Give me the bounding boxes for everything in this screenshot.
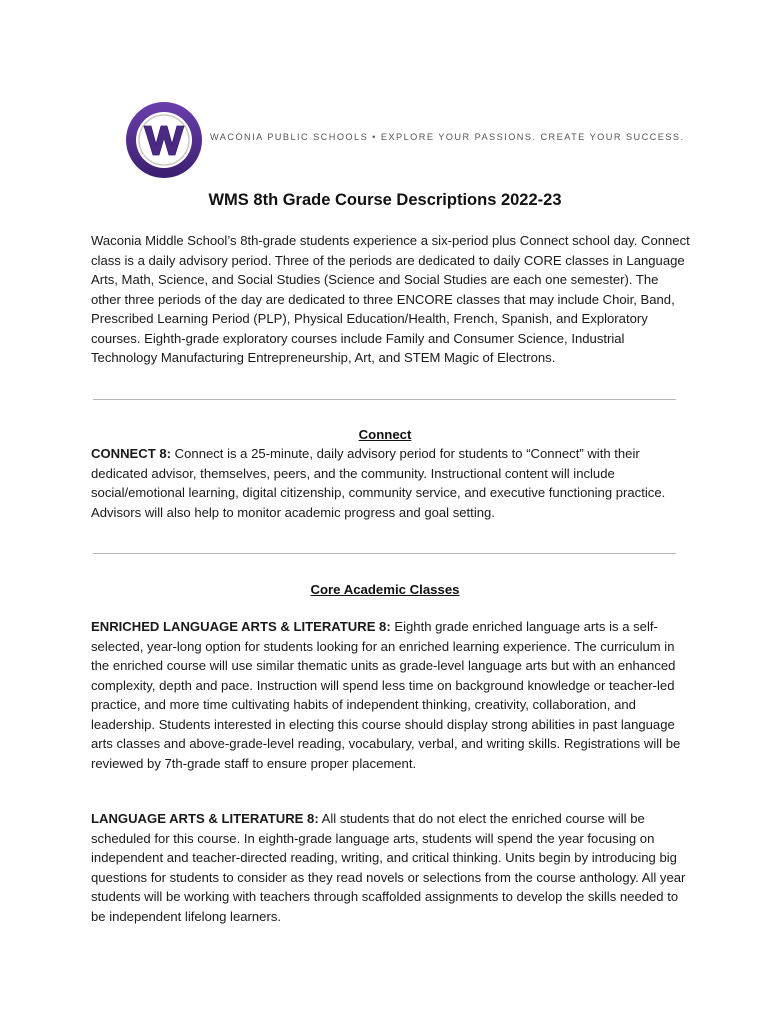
waconia-w-logo bbox=[124, 100, 204, 180]
divider bbox=[93, 553, 676, 554]
course-la-paragraph bbox=[91, 809, 691, 926]
core-heading: Core Academic Classes bbox=[310, 582, 460, 597]
course-label: ENRICHED LANGUAGE ARTS & LITERATURE 8: bbox=[91, 619, 391, 634]
letterhead bbox=[124, 100, 684, 180]
connect-label: CONNECT 8: bbox=[91, 446, 172, 461]
course-body: All students that do not elect the enriched course will be scheduled for this course. In eighth-grade language arts, students will spend the year focusing on independent and teacher-directed reading, writing, and critical thinking. Units begin by introducing big questions for students to consider as they read novels or selections from the course anthology. All year students will be working with teachers through scaffolded assignments to develop the skills needed to be independent lifelong learners. bbox=[91, 811, 686, 924]
course-enriched-la-paragraph bbox=[91, 617, 691, 773]
connect-paragraph bbox=[91, 444, 691, 522]
connect-body: Connect is a 25-minute, daily advisory period for students to “Connect” with their dedicated advisor, themselves, peers, and the community. Instructional content will include social/emotional learning, digital citizenship, community service, and executive functioning practice. Advisors will also help to monitor academic progress and goal setting. bbox=[91, 446, 666, 520]
connect-heading: Connect bbox=[358, 427, 412, 442]
school-tagline: WACONIA PUBLIC SCHOOLS • EXPLORE YOUR PASSIONS. CREATE YOUR SUCCESS. bbox=[210, 132, 685, 142]
course-label: LANGUAGE ARTS & LITERATURE 8: bbox=[91, 811, 319, 826]
course-body: Eighth grade enriched language arts is a self-selected, year-long option for students looking for an enriched learning experience. The curriculum in the enriched course will use similar thematic units as grade-level language arts but with an enhanced complexity, depth and pace. Instruction will spend less time on background knowledge or teacher-led practice, and more time cultivating habits of independent thinking, creativity, collaboration, and leadership. Students interested in electing this course should display strong abilities in past language arts classes and above-grade-level reading, vocabulary, verbal, and writing skills. Registrations will be reviewed by 7th-grade staff to ensure proper placement. bbox=[91, 619, 681, 771]
intro-paragraph: Waconia Middle School’s 8th-grade students experience a six-period plus Connect school day. Connect class is a daily advisory period. Three of the periods are dedicated to daily CORE classes in Language Arts, Math, Science, and Social Studies (Science and Social Studies are each one semester). The other three periods of the day are dedicated to three ENCORE classes that may include Choir, Band, Prescribed Learning Period (PLP), Physical Education/Health, French, Spanish, and Exploratory courses. Eighth-grade exploratory courses include Family and Consumer Science, Industrial Technology Manufacturing Entrepreneurship, Art, and STEM Magic of Electrons. bbox=[91, 233, 690, 365]
document-title: WMS 8th Grade Course Descriptions 2022-23 bbox=[208, 191, 562, 209]
divider bbox=[93, 399, 676, 400]
